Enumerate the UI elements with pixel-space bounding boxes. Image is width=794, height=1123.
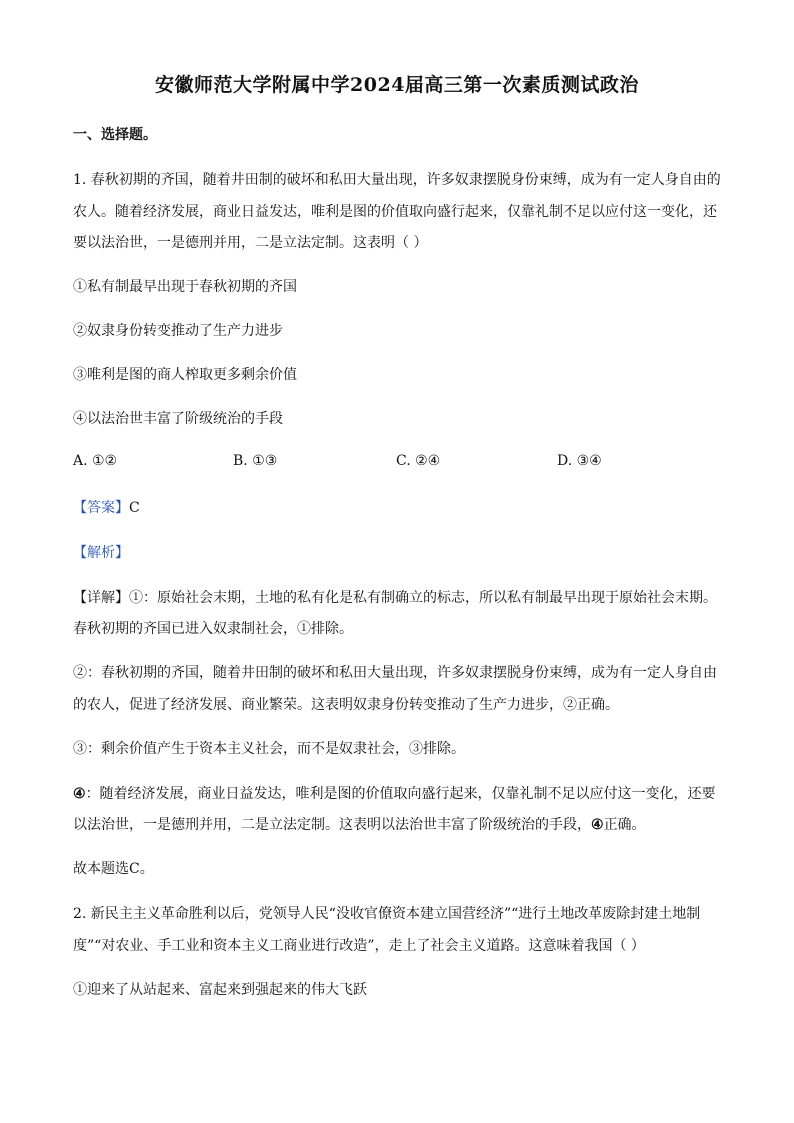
detail-mark-4b: ④	[591, 817, 604, 833]
q1-detail-line-3: ②：春秋初期的齐国，随着井田制的破坏和私田大量出现，许多奴隶摆脱身份束缚，成为有一定人身自由	[73, 665, 717, 681]
document-title: 安徽师范大学附属中学2024届高三第一次素质测试政治	[155, 74, 639, 96]
answer-label: 【答案】	[73, 500, 129, 516]
q1-statement-4: ④以法治世丰富了阶级统治的手段	[73, 411, 283, 427]
q2-stem-line-2: 度”“对农业、手工业和资本主义工商业进行改造”，走上了社会主义道路。这意味着我国（ ）	[73, 938, 645, 954]
detail-mark-4: ④	[73, 786, 86, 802]
q1-stem-line-2: 农人。随着经济发展，商业日益发达，唯利是图的价值取向盛行起来，仅靠礼制不足以应付这一变化，还	[73, 204, 717, 220]
q1-detail-line-5: ③：剩余价值产生于资本主义社会，而不是奴隶社会，③排除。	[73, 741, 465, 757]
q1-option-d: D. ③④	[557, 453, 602, 469]
q1-statement-1: ①私有制最早出现于春秋初期的齐国	[73, 279, 297, 295]
q2-statement-1: ①迎来了从站起来、富起来到强起来的伟大飞跃	[73, 982, 367, 998]
detail-text-1: ①：原始社会末期，土地的私有化是私有制确立的标志，所以私有制最早出现于原始社会末期。	[129, 590, 717, 606]
q1-statement-2: ②奴隶身份转变推动了生产力进步	[73, 323, 283, 339]
q1-stem-line-3: 要以法治世，一是德刑并用，二是立法定制。这表明（ ）	[73, 235, 428, 251]
q1-stem-line-1: 1. 春秋初期的齐国，随着井田制的破坏和私田大量出现，许多奴隶摆脱身份束缚，成为有一定人身自由的	[73, 172, 721, 188]
q1-detail-line-6	[73, 783, 733, 803]
q1-detail-line-7	[73, 814, 733, 834]
q1-option-a: A. ①②	[73, 453, 118, 469]
q1-option-b: B. ①③	[233, 453, 278, 469]
q1-answer	[73, 497, 733, 517]
detail-text-7b: 正确。	[603, 817, 646, 833]
q1-option-c: C. ②④	[396, 453, 441, 469]
q1-detail-line-2: 春秋初期的齐国已进入奴隶制社会，①排除。	[73, 621, 353, 637]
detail-text-6: ：随着经济发展，商业日益发达，唯利是图的价值取向盛行起来，仅靠礼制不足以应付这一变化，还要	[85, 786, 716, 802]
q1-conclusion: 故本题选C。	[73, 861, 154, 877]
q1-detail-line-4: 的农人，促进了经济发展、商业繁荣。这表明奴隶身份转变推动了生产力进步，②正确。	[73, 697, 619, 713]
answer-value: C	[129, 500, 140, 516]
detail-text-7a: 以法治世，一是德刑并用，二是立法定制。这表明以法治世丰富了阶级统治的手段，	[73, 817, 591, 833]
q1-statement-3: ③唯利是图的商人榨取更多剩余价值	[73, 367, 297, 383]
q1-detail-line-1	[73, 587, 733, 607]
section-heading: 一、选择题。	[73, 127, 157, 143]
q1-analysis-label: 【解析】	[73, 545, 129, 561]
q2-stem-line-1: 2. 新民主主义革命胜利以后，党领导人民“没收官僚资本建立国营经济”“进行土地改革废除封建土地制	[73, 906, 701, 922]
detail-label: 【详解】	[73, 590, 129, 606]
